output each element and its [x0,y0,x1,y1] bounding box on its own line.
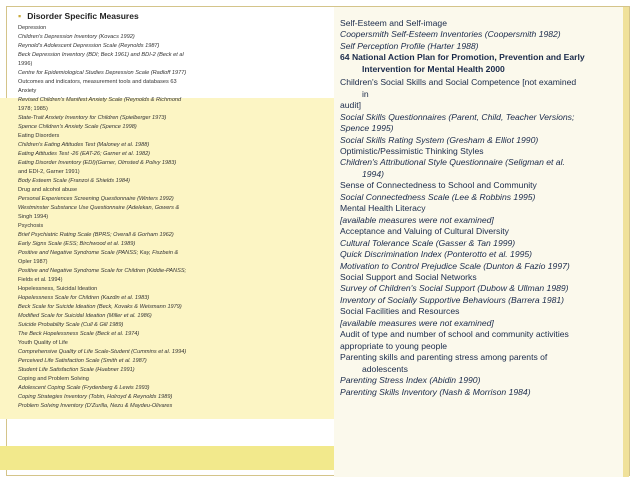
list-item: Parenting Stress Index (Abidin 1990) [340,375,481,386]
list-item: Survey of Children's Social Support (Dubow & Ullman 1989) [340,283,569,294]
measures-list [18,24,318,411]
list-item: Quick Discrimination Index (Ponterotto et al. 1995) [340,249,533,260]
list-item: 1996) [18,61,33,67]
list-item: 1978; 1985) [18,106,48,112]
list-item: Coopersmith Self-Esteem Inventories (Coopersmith 1982) [340,29,561,40]
list-item: Parenting skills and parenting stress among parents of [340,352,548,363]
list-item: Children's Eating Attitudes Test (Maloney et al. 1988) [18,142,150,148]
list-item: The Beck Hopelessness Scale (Beck et al. 1974) [18,331,140,337]
list-item: Adolescent Coping Scale (Frydenberg & Lewis 1993) [18,385,150,391]
list-item: Perceived Life Satisfaction Scale (Smith et al. 1987) [18,358,147,364]
right-column [340,18,622,398]
list-item: Suicide Probability Scale (Cull & Gill 1989) [18,322,124,328]
list-item: Children's Depression Inventory (Kovacs 1992) [18,34,135,40]
section-heading [18,10,318,22]
list-item: Eating Disorder Inventory (EDI)(Garner, Olmsted & Polivy 1983) [18,160,177,166]
list-item: [available measures were not examined] [340,317,494,328]
list-item: Problem Solving Inventory (D'Zurilla, Nezu & Maydeu-Olivares [18,403,173,409]
list-item: Eating Disorders [18,133,60,139]
list-item: Personal Experiences Screening Questionnaire (Winters 1992) [18,196,174,202]
list-item: Optimistic/Pessimistic Thinking Styles [340,145,484,156]
list-item: Audit of type and number of school and community activities [340,329,569,340]
list-item: Coping and Problem Solving [18,376,89,382]
list-item: Beck Depression Inventory (BDI; Beck 1961) and BDI-2 (Beck et al [18,52,184,58]
accent-stripe [623,7,629,477]
list-item: Self-Esteem and Self-image [340,18,447,28]
list-item: Singh 1994) [18,214,49,220]
bullet-icon: ▪ [18,11,22,21]
list-item: Fields et al. 1994) [18,277,63,283]
list-item: Positive and Negative Syndrome Scale (PANSS; Kay, Fiszbein & [18,250,179,256]
list-item: Depression [18,25,47,31]
list-item: Outcomes and indicators, measurement tools and databases 63 [18,79,177,85]
list-item: Spence 1995) [340,123,394,134]
list-item: [available measures were not examined] [340,214,494,225]
list-item: Hopelessness, Suicidal Ideation [18,286,98,292]
list-item: Spence Children's Anxiety Scale (Spence 1998) [18,124,137,130]
highlight-band-lower [0,446,334,470]
list-item: audit] [340,100,362,111]
list-item: Children's Attributional Style Questionnaire (Seligman et al. [340,157,565,168]
list-item: Westminster Substance Use Questionnaire (Adelekan, Gowers & [18,205,180,211]
list-item: Self Perception Profile (Harter 1988) [340,40,479,51]
list-item: Brief Psychiatric Rating Scale (BPRS; Overall & Gorham 1962) [18,232,174,238]
left-column [18,10,318,411]
heading-text: Disorder Specific Measures [27,11,139,21]
list-item: Intervention for Mental Health 2000 [362,63,505,74]
list-item: Social Facilities and Resources [340,306,460,317]
list-item: Inventory of Socially Supportive Behaviours (Barrera 1981) [340,294,565,305]
list-item: Early Signs Scale (ESS; Birchwood et al. 1989) [18,241,136,247]
list-item: Beck Scale for Suicide Ideation (Beck, Kovaks & Weismann 1979) [18,304,182,310]
list-item: Centre for Epidemiological Studies Depression Scale (Radloff 1977) [18,70,187,76]
list-item: Comprehensive Quality of Life Scale-Student (Cummins et al. 1994) [18,349,187,355]
list-item: appropriate to young people [340,340,448,351]
list-item: Reynold's Adolescent Depression Scale (Reynolds 1987) [18,43,160,49]
list-item: Parenting Skills Inventory (Nash & Morrison 1984) [340,386,531,397]
list-item: Anxiety [18,88,37,94]
list-item: Sense of Connectedness to School and Community [340,180,537,191]
list-item: Student Life Satisfaction Scale (Huebner 1991) [18,367,135,373]
list-item: Modified Scale for Suicidal Ideation (Miller et al. 1986) [18,313,152,319]
list-item: Body Esteem Scale (Franzoi & Shields 1984) [18,178,130,184]
list-item: Social Connectedness Scale (Lee & Robbins 1995) [340,191,536,202]
list-item: Social Skills Rating System (Gresham & Elliot 1990) [340,134,539,145]
list-item: Positive and Negative Syndrome Scale for Children (Kiddie-PANSS; [18,268,187,274]
list-item: Coping Strategies Inventory (Tobin, Holroyd & Reynolds 1989) [18,394,173,400]
list-item: in [362,88,369,99]
list-item: Opler 1987) [18,259,48,265]
list-item: Youth Quality of Life [18,340,68,346]
list-item: Children's Social Skills and Social Competence [not examined [340,77,577,88]
list-item: Acceptance and Valuing of Cultural Diversity [340,226,509,237]
list-item: Revised Children's Manifest Anxiety Scale (Reynolds & Richmond [18,97,182,103]
list-item: 64 National Action Plan for Promotion, Prevention and Early [340,52,585,63]
list-item: Eating Attitudes Test -26 (EAT-26; Garner et al. 1982) [18,151,151,157]
list-item: Mental Health Literacy [340,203,426,214]
list-item: and EDI-2, Garner 1991) [18,169,80,175]
list-item: Motivation to Control Prejudice Scale (Dunton & Fazio 1997) [340,260,570,271]
list-item: Psychosis [18,223,44,229]
list-item: Hopelessness Scale for Children (Kazdin et al. 1983) [18,295,150,301]
measures-list-right [340,18,622,398]
list-item: 1994) [362,168,384,179]
list-item: State-Trait Anxiety Inventory for Children (Spielberger 1973) [18,115,167,121]
list-item: Social Skills Questionnaires (Parent, Child, Teacher Versions; [340,111,575,122]
list-item: adolescents [362,363,408,374]
list-item: Social Support and Social Networks [340,271,477,282]
list-item: Drug and alcohol abuse [18,187,78,193]
list-item: Cultural Tolerance Scale (Gasser & Tan 1999) [340,237,516,248]
